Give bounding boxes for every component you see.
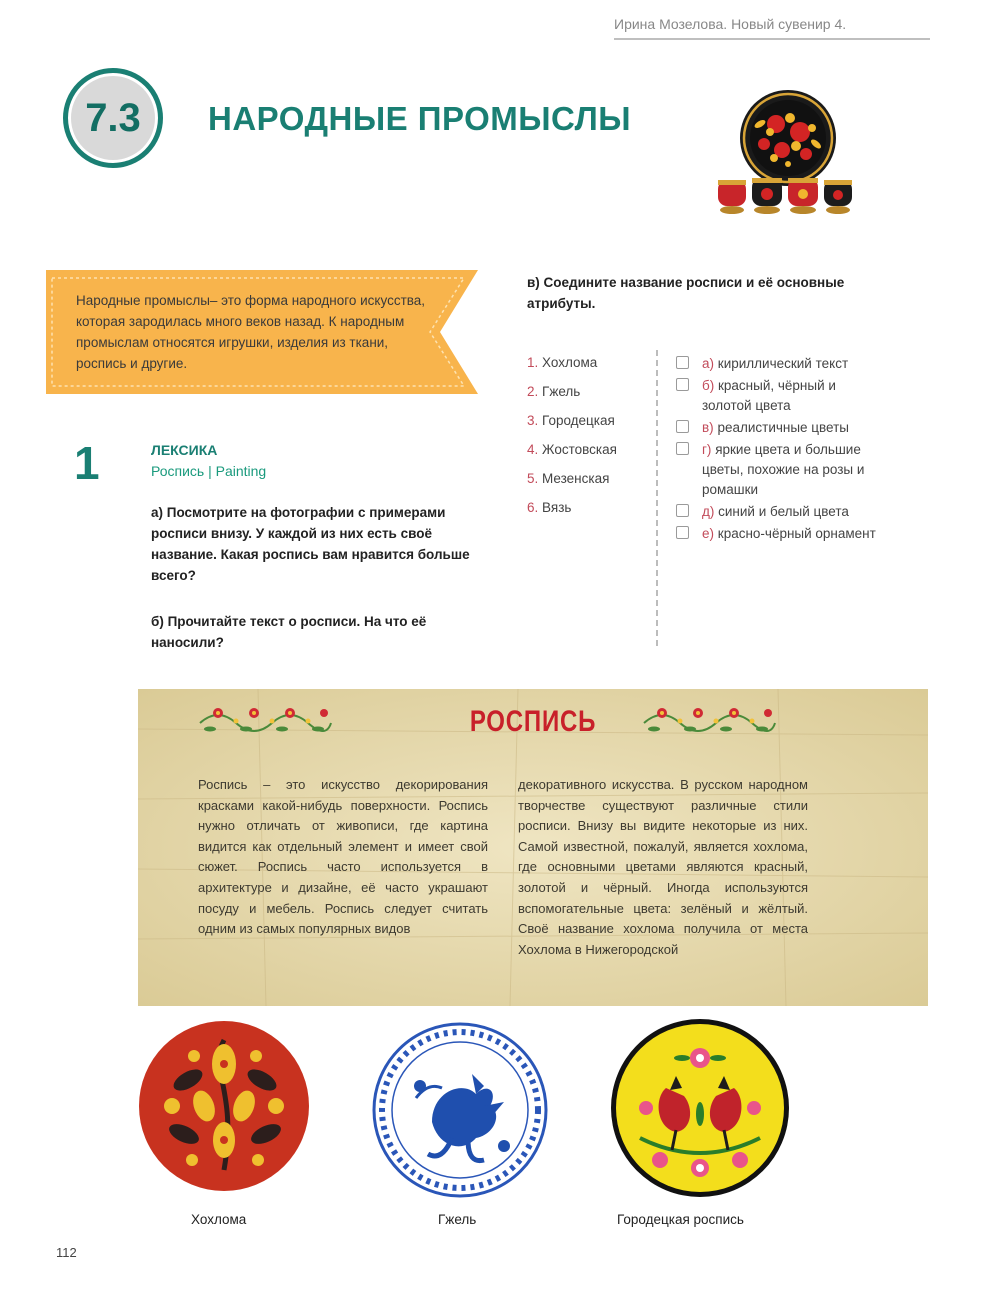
- item-number: 5.: [527, 471, 539, 486]
- attribute-text: кириллический текст: [717, 356, 849, 371]
- item-number: 3.: [527, 413, 539, 428]
- checkbox[interactable]: [676, 378, 689, 391]
- attribute-text: яркие цвета и большие цветы, похожие на розы и ромашки: [702, 442, 865, 497]
- khokhloma-plate: [138, 1020, 310, 1192]
- attribute-letter: е): [702, 526, 715, 541]
- attribute-text: красный, чёрный и золотой цвета: [702, 378, 836, 413]
- painting-text-col-2: декоративного искусства. В русском народном творчестве существуют различные стили росписи. Внизу вы видите некоторые из них. Самой известной, пожалуй, является хохлома, где основными цветами являются красный, золотой и чёрный. Иногда используются вспомогательные цвета: зелёный и жёлтый. Своё название хохлома получила от места Хохлома в Нижегородской: [518, 777, 808, 957]
- list-item: [527, 381, 617, 410]
- painting-title: РОСПИСЬ: [469, 705, 597, 738]
- checkbox[interactable]: [676, 356, 689, 369]
- item-number: 6.: [527, 500, 539, 515]
- attribute-item: [676, 502, 876, 522]
- item-label: Мезенская: [542, 471, 610, 486]
- item-number: 1.: [527, 355, 539, 370]
- attribute-letter: б): [702, 378, 715, 393]
- task-b: б) Прочитайте текст о росписи. На что её наносили?: [151, 614, 427, 650]
- item-label: Хохлома: [542, 355, 598, 370]
- attribute-item: [676, 376, 876, 416]
- attribute-text: красно-чёрный орнамент: [717, 526, 876, 541]
- painting-text-box: [138, 689, 928, 1006]
- item-label: Вязь: [542, 500, 572, 515]
- task-c: в) Соедините название росписи и её основные атрибуты.: [527, 275, 845, 311]
- lesson-title: НАРОДНЫЕ ПРОМЫСЛЫ: [208, 100, 632, 137]
- task-a: а) Посмотрите на фотографии с примерами росписи внизу. У каждой из них есть своё название. Какая роспись вам нравится больше всего?: [151, 505, 470, 583]
- khokhloma-tray-illustration: [712, 88, 862, 222]
- attribute-item: [676, 354, 876, 374]
- exercise-number: 1: [74, 437, 100, 489]
- list-item: [527, 497, 617, 526]
- exercise-subtitle: Роспись | Painting: [151, 463, 267, 479]
- painting-text-col-1: Роспись – это искусство декорирования красками какой-нибудь поверхности. Роспись нужно отличать от живописи, где картина видится как отдельный элемент и имеет свой сюжет. Роспись часто используется в архитектуре и дизайне, её часто украшают посуду и мебель. Роспись следует считать одним из самых популярных видов: [198, 777, 488, 937]
- page-number: 112: [56, 1245, 77, 1260]
- plate-caption-gzhel: Гжель: [438, 1212, 477, 1227]
- checkbox[interactable]: [676, 504, 689, 517]
- item-label: Гжель: [542, 384, 581, 399]
- intro-banner: [46, 270, 478, 394]
- lesson-number: 7.3: [85, 95, 141, 140]
- attribute-item: [676, 418, 876, 438]
- item-number: 4.: [527, 442, 539, 457]
- list-item: [527, 468, 617, 497]
- attribute-text: реалистичные цветы: [717, 420, 850, 435]
- gorodets-plate: [610, 1018, 790, 1198]
- attribute-item: [676, 524, 876, 544]
- plate-caption-gorodets: Городецкая роспись: [617, 1212, 744, 1227]
- intro-text: Народные промыслы– это форма народного искусства, которая зародилась много веков назад. К народным промыслам относятся игрушки, изделия из ткани, роспись и другие.: [76, 293, 426, 371]
- checkbox[interactable]: [676, 420, 689, 433]
- item-label: Городецкая: [542, 413, 615, 428]
- exercise-heading: ЛЕКСИКА: [151, 442, 218, 458]
- list-item: [527, 352, 617, 381]
- dashed-divider: [656, 350, 658, 646]
- attribute-letter: г): [702, 442, 712, 457]
- list-item: [527, 410, 617, 439]
- attribute-letter: в): [702, 420, 714, 435]
- attribute-letter: а): [702, 356, 715, 371]
- gzhel-plate: [372, 1022, 548, 1198]
- painting-names-list: [527, 352, 617, 526]
- running-title: Ирина Мозелова. Новый сувенир 4.: [614, 16, 930, 40]
- checkbox[interactable]: [676, 526, 689, 539]
- attribute-item: [676, 440, 876, 500]
- item-number: 2.: [527, 384, 539, 399]
- attribute-letter: д): [702, 504, 715, 519]
- lesson-number-badge: [63, 68, 163, 168]
- plate-caption-khokhloma: Хохлома: [191, 1212, 247, 1227]
- item-label: Жостовская: [542, 442, 617, 457]
- attribute-text: синий и белый цвета: [718, 504, 849, 519]
- attributes-list: [676, 354, 876, 546]
- checkbox[interactable]: [676, 442, 689, 455]
- list-item: [527, 439, 617, 468]
